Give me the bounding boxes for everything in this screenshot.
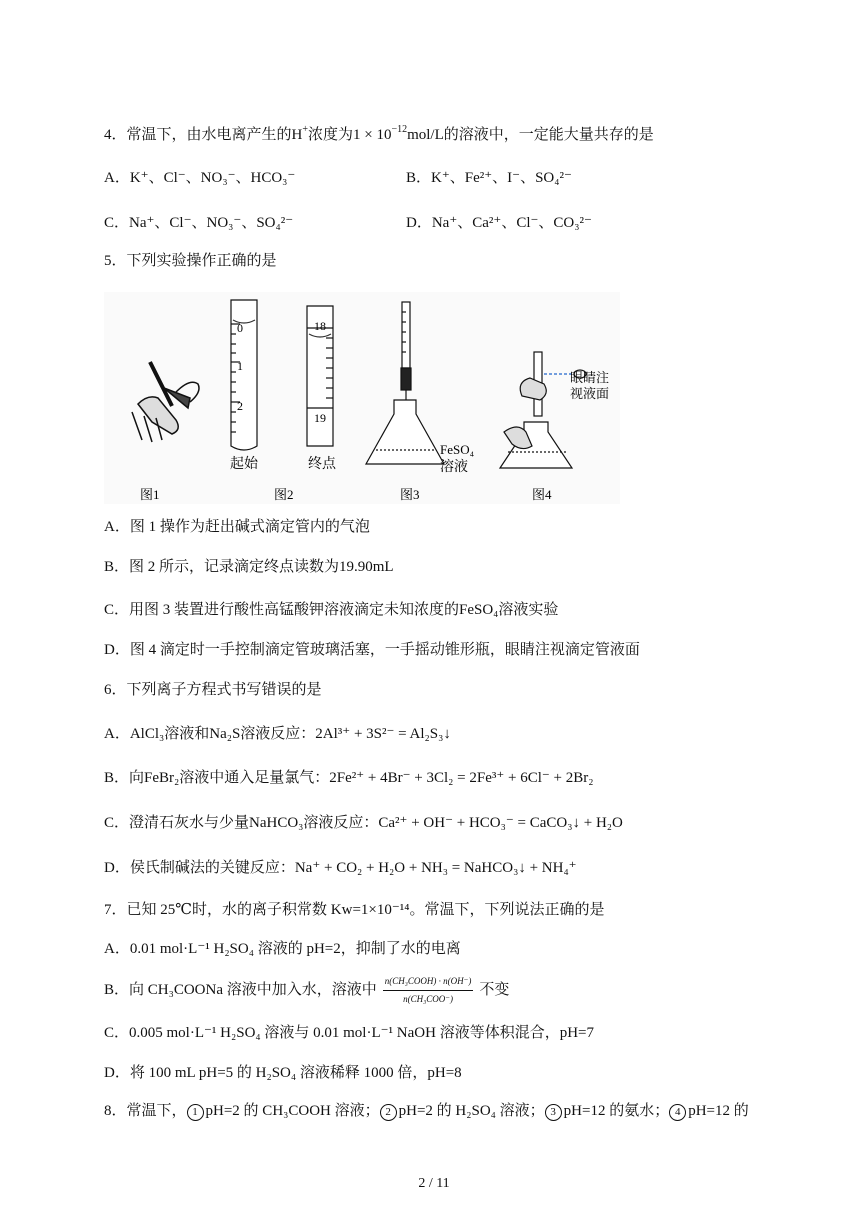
fig2-label-end: 终点: [308, 457, 336, 472]
q4-option-a: A．K⁺、Cl⁻、NO₃⁻、HCO₃⁻: [104, 170, 296, 186]
fig3-label-solution: 溶液: [440, 460, 468, 475]
q4-option-d: D．Na⁺、Ca²⁺、Cl⁻、CO₃²⁻: [406, 215, 592, 231]
fig2-burette-start: [231, 300, 257, 450]
q5-option-d: D．图 4 滴定时一手控制滴定管玻璃活塞，一手摇动锥形瓶，眼睛注视滴定管液面: [104, 642, 640, 658]
fig3-label-feso4: FeSO₄: [440, 442, 475, 457]
q4-option-b: B．K⁺、Fe²⁺、I⁻、SO₄²⁻: [406, 170, 572, 186]
q8-stem: 8．常温下， 1 pH=2 的 CH₃COOH 溶液； 2 pH=2 的 H₂SO₄ 溶液； 3 pH=12 的氨水； 4 pH=12 的: [104, 1103, 749, 1119]
q6-option-a: A．AlCl₃溶液和Na₂S溶液反应：2Al³⁺ + 3S²⁻ = Al₂S₃↓: [104, 726, 451, 742]
q7-fraction: $\frac{\text{n(CH₃COOH) · n(OH⁻)}}{\text{n(CH₃COO⁻)}}$: [384, 976, 472, 1005]
q5-option-b: B．图 2 所示，记录滴定终点读数为19.90mL: [104, 559, 394, 575]
q4-option-c: C．Na⁺、Cl⁻、NO₃⁻、SO₄²⁻: [104, 215, 294, 231]
fig-caption-2: 图2: [274, 487, 294, 502]
q6-option-b: B．向FeBr₂溶液中通入足量氯气：2Fe²⁺ + 4Br⁻ + 3Cl₂ = 2Fe³⁺ + 6Cl⁻ + 2Br₂: [104, 770, 594, 786]
fig2-tick-19: 19: [314, 411, 326, 425]
fig-caption-4: 图4: [532, 487, 552, 502]
q5-figure: [104, 292, 620, 504]
fig2-tick-18: 18: [314, 319, 326, 333]
q5-option-c: C．用图 3 装置进行酸性高锰酸钾溶液滴定未知浓度的FeSO₄溶液实验: [104, 602, 559, 618]
fig-caption-3: 图3: [400, 487, 420, 502]
q7-option-c: C．0.005 mol·L⁻¹ H₂SO₄ 溶液与 0.01 mol·L⁻¹ NaOH 溶液等体积混合，pH=7: [104, 1025, 594, 1041]
fig2-tick-0: 0: [237, 321, 243, 335]
q5-stem: 5．下列实验操作正确的是: [104, 253, 277, 269]
fig4-label-eye-2: 视液面: [570, 386, 610, 401]
q6-stem: 6．下列离子方程式书写错误的是: [104, 682, 322, 698]
q7-stem: 7．已知 25℃时，水的离子积常数 Kw=1×10⁻¹⁴。常温下，下列说法正确的是: [104, 902, 605, 918]
q7-option-d: D．将 100 mL pH=5 的 H₂SO₄ 溶液稀释 1000 倍，pH=8: [104, 1065, 462, 1081]
q7-option-a: A．0.01 mol·L⁻¹ H₂SO₄ 溶液的 pH=2，抑制了水的电离: [104, 941, 461, 957]
q6-option-c: C．澄清石灰水与少量NaHCO₃溶液反应：Ca²⁺ + OH⁻ + HCO₃⁻ = CaCO₃↓ + H₂O: [104, 815, 623, 831]
fig2-tick-2: 2: [237, 399, 243, 413]
fig2-label-start: 起始: [230, 457, 258, 472]
page-number: 2 / 11: [418, 1176, 450, 1191]
fig2-tick-1: 1: [237, 359, 243, 373]
fig-caption-1: 图1: [140, 487, 160, 502]
fig4-label-eye-1: 眼睛注: [570, 370, 610, 385]
q6-option-d: D．侯氏制碱法的关键反应：Na⁺ + CO₂ + H₂O + NH₃ = NaHCO₃↓ + NH₄⁺: [104, 860, 577, 876]
q5-option-a: A．图 1 操作为赶出碱式滴定管内的气泡: [104, 519, 370, 535]
q4-stem: 4．常温下，由水电离产生的H+浓度为$1 \times 10^{-12}mol/L$的溶液中，一定能大量共存的是: [104, 124, 654, 143]
q7-option-b: B．向 CH₃COONa 溶液中加入水，溶液中 $\frac{\text{n(CH₃COOH) · n(OH⁻)}}{\text{n(CH₃COO⁻)}}$ 不变: [104, 976, 510, 1005]
